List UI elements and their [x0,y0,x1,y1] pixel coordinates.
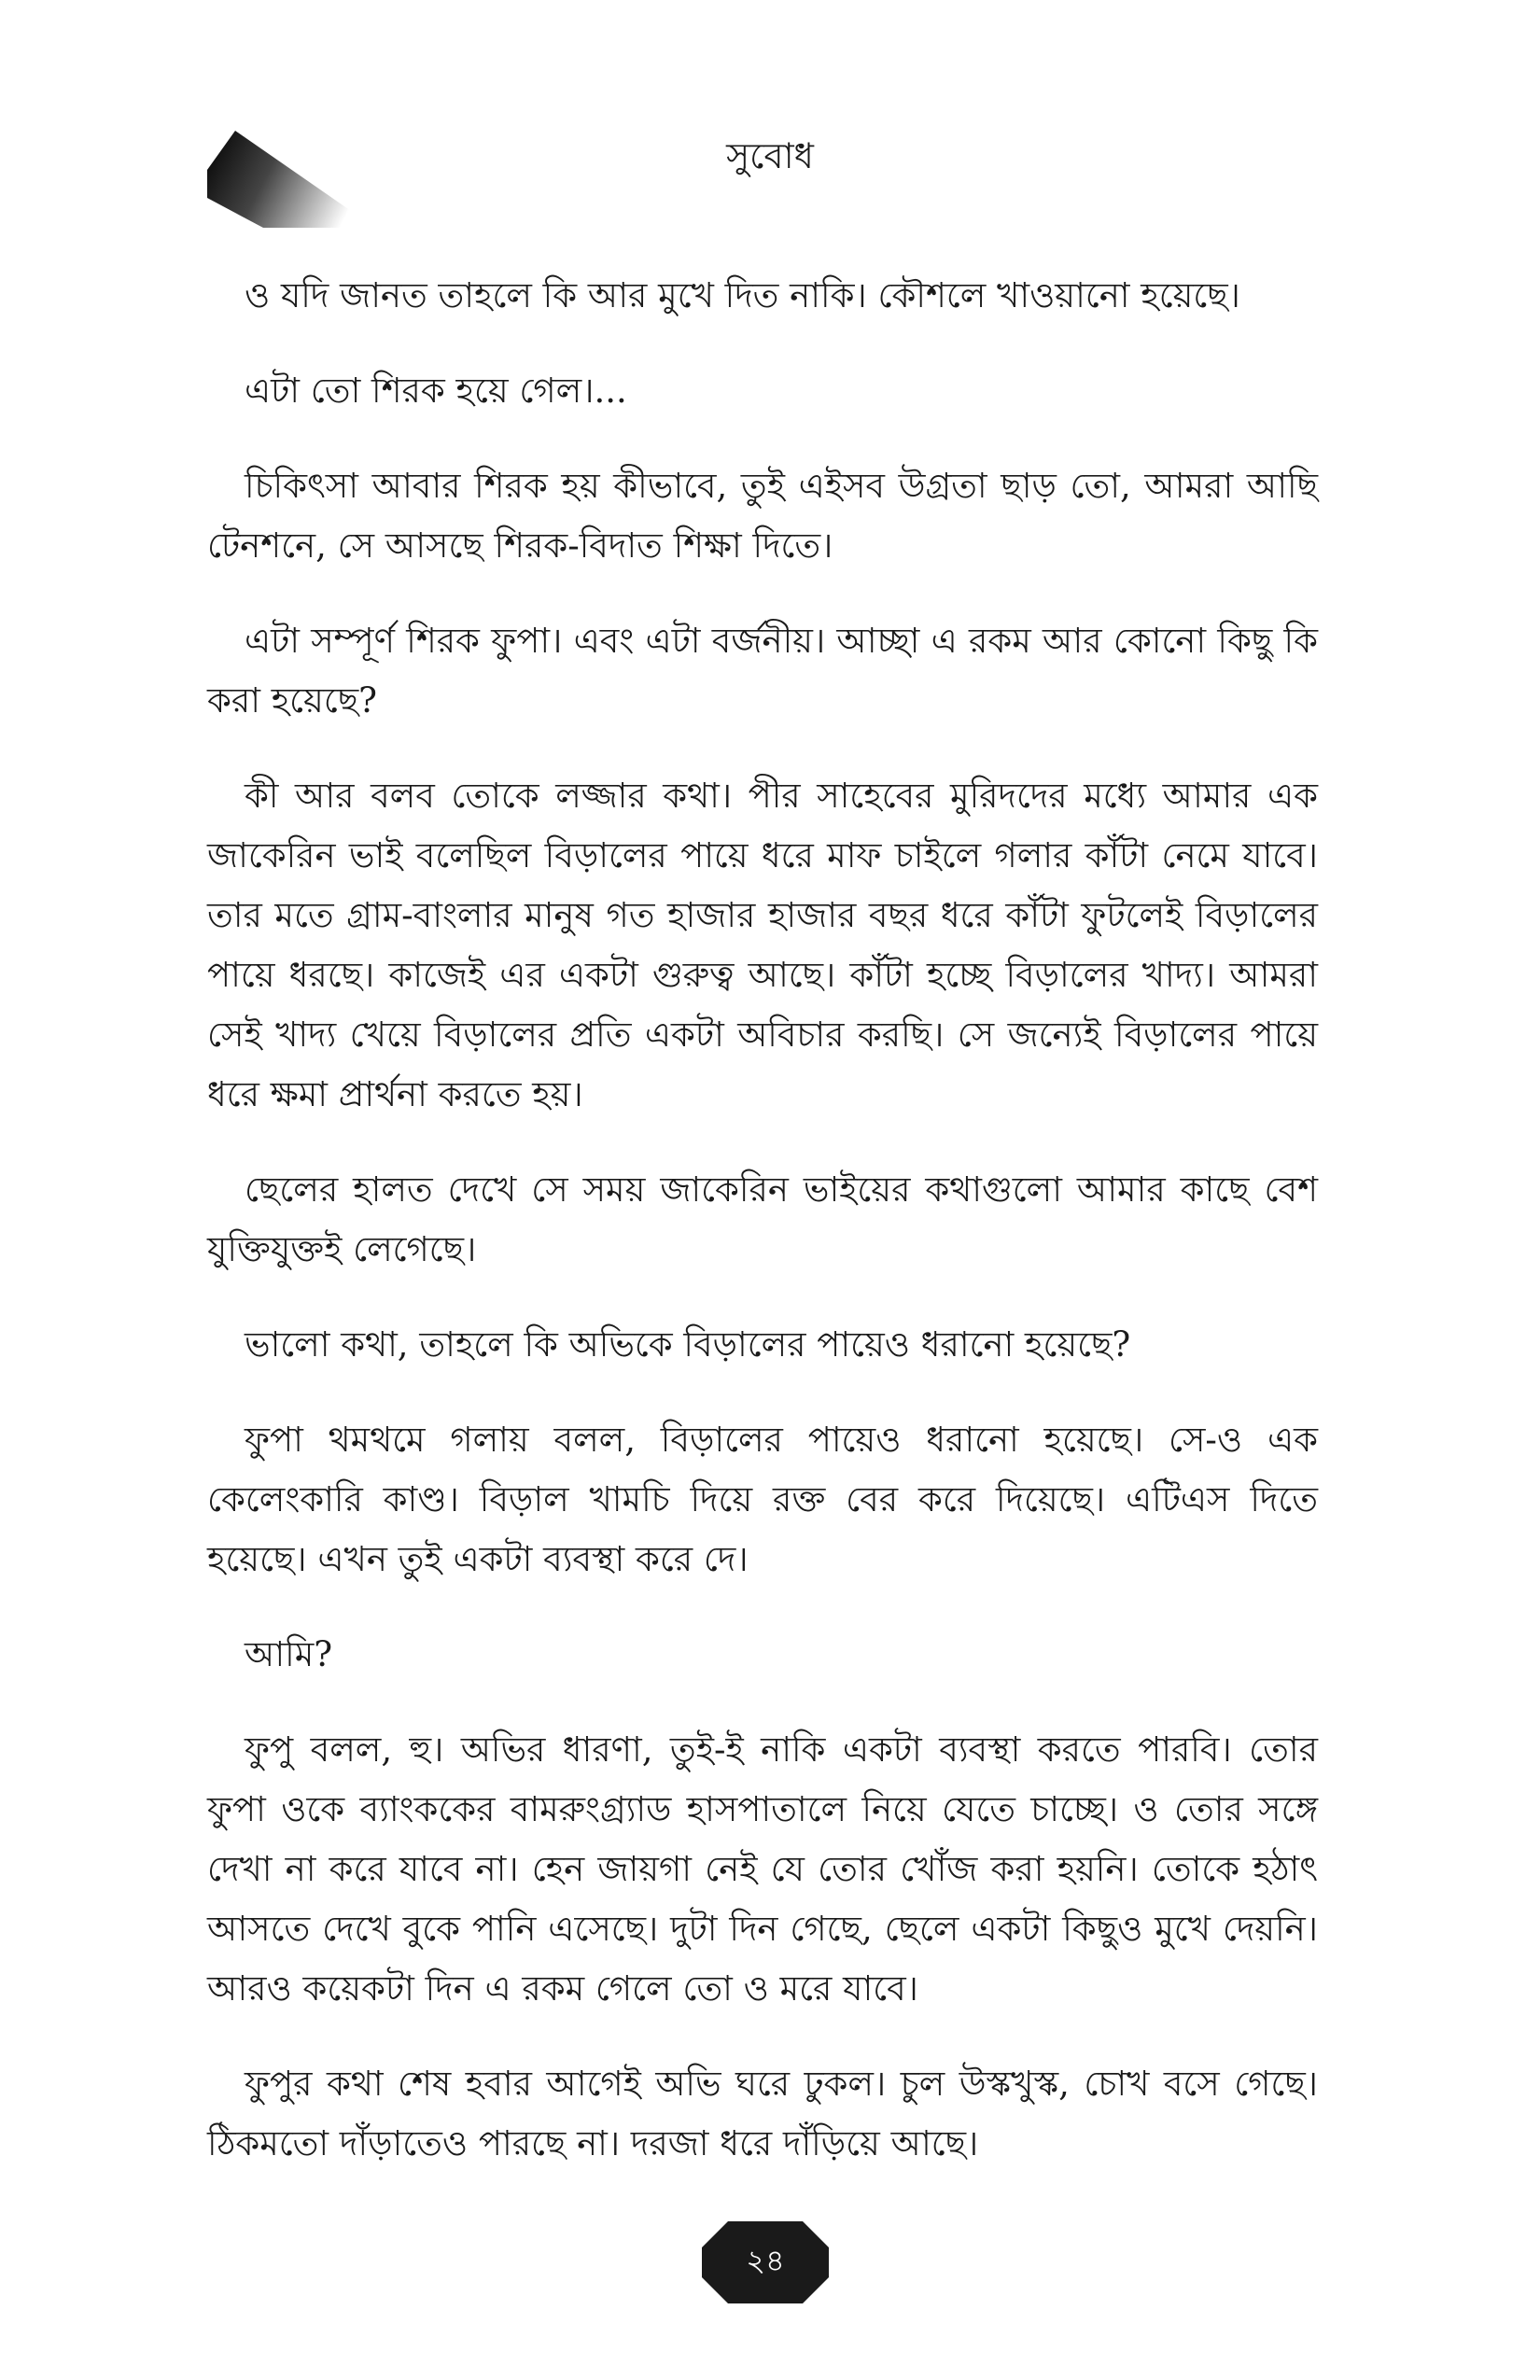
body-text [207,266,1318,2209]
paragraph: চিকিৎসা আবার শিরক হয় কীভাবে, তুই এইসব উগ্রতা ছাড় তো, আমরা আছি টেনশনে, সে আসছে শিরক-বিদাত শিক্ষা দিতে। [207,466,1318,566]
paragraph: এটা তো শিরক হয়ে গেল।... [245,371,627,411]
paragraph: ভালো কথা, তাহলে কি অভিকে বিড়ালের পায়েও ধরানো হয়েছে? [245,1324,1131,1365]
paragraph: আমি? [245,1634,333,1674]
paragraph: ফুপুর কথা শেষ হবার আগেই অভি ঘরে ঢুকল। চুল উস্কখুস্ক, চোখ বসে গেছে। ঠিকমতো দাঁড়াতেও পারছে না। দরজা ধরে দাঁড়িয়ে আছে। [207,2064,1318,2163]
paragraph: ছেলের হালত দেখে সে সময় জাকেরিন ভাইয়ের কথাগুলো আমার কাছে বেশ যুক্তিযুক্তই লেগেছে। [207,1169,1318,1269]
paragraph: এটা সম্পূর্ণ শিরক ফুপা। এবং এটা বর্জনীয়। আচ্ছা এ রকম আর কোনো কিছু কি করা হয়েছে? [207,621,1318,721]
paragraph: ফুপু বলল, হু। অভির ধারণা, তুই-ই নাকি একটা ব্যবস্থা করতে পারবি। তোর ফুপা ওকে ব্যাংককের বামরুংগ্র্যাড হাসপাতালে নিয়ে যেতে চাচ্ছে। ও তোর সঙ্গে দেখা না করে যাবে না। হেন জায়গা নেই যে তোর খোঁজ করা হয়নি। তোকে হঠাৎ আসতে দেখে বুকে পানি এসেছে। দুটা দিন গেছে, ছেলে একটা কিছুও মুখে দেয়নি। আরও কয়েকটা দিন এ রকম গেলে তো ও মরে যাবে। [207,1729,1318,2009]
paragraph: ও যদি জানত তাহলে কি আর মুখে দিত নাকি। কৌশলে খাওয়ানো হয়েছে। [245,275,1240,315]
paragraph: ফুপা থমথমে গলায় বলল, বিড়ালের পায়েও ধরানো হয়েছে। সে-ও এক কেলেংকারি কাণ্ড। বিড়াল খামচি দিয়ে রক্ত বের করে দিয়েছে। এটিএস দিতে হয়েছে। এখন তুই একটা ব্যবস্থা করে দে। [207,1420,1318,1579]
paragraph: কী আর বলব তোকে লজ্জার কথা। পীর সাহেবের মুরিদদের মধ্যে আমার এক জাকেরিন ভাই বলেছিল বিড়ালের পায়ে ধরে মাফ চাইলে গলার কাঁটা নেমে যাবে। তার মতে গ্রাম-বাংলার মানুষ গত হাজার হাজার বছর ধরে কাঁটা ফুটলেই বিড়ালের পায়ে ধরছে। কাজেই এর একটা গুরুত্ব আছে। কাঁটা হচ্ছে বিড়ালের খাদ্য। আমরা সেই খাদ্য খেয়ে বিড়ালের প্রতি একটা অবিচার করছি। সে জন্যেই বিড়ালের পায়ে ধরে ক্ষমা প্রার্থনা করতে হয়। [207,776,1318,1114]
page-number: ২৪ [746,2243,785,2278]
running-title: সুবোধ [726,135,814,176]
